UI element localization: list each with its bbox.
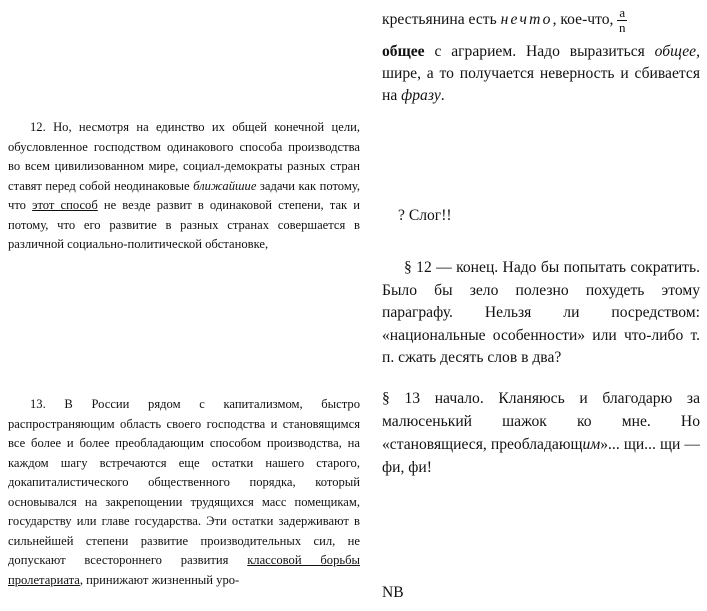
note-section-13-text-end: »... щи... щи — фи, фи! <box>382 436 700 476</box>
note-slog <box>398 205 598 227</box>
note-top-spaced-word: нечто <box>500 11 553 28</box>
note-section-13-italic: им <box>582 436 601 453</box>
note-top-bold-word: общее <box>382 43 425 60</box>
note-slog-text: ? Слог!! <box>398 207 452 224</box>
fraction-denominator: n <box>618 20 626 35</box>
note-top-text-1: крестьянина есть <box>382 11 501 28</box>
note-top-italic-1: общее, <box>654 43 700 60</box>
note-top-text-4: шире, а то получается неверность и сбивается на <box>382 65 700 104</box>
note-top-text-3: с аграрием. Надо выразиться <box>424 43 655 60</box>
note-top-text-5: . <box>440 87 445 104</box>
note-top-text-2: , кое-что, <box>552 11 618 28</box>
note-section-12-text: § 12 — конец. Надо бы попытать сократить. Было бы зело полезно похудеть этому параграфу. Нельзя ли посредством: «национальные особенности» или что-либо т. п. сжать десять слов в два? <box>382 259 700 366</box>
note-nb-text: NB <box>382 584 404 601</box>
paragraph-13 <box>8 395 360 590</box>
p12-italic-word: ближайшие <box>193 178 257 193</box>
p12-underlined-phrase: этот способ <box>32 198 98 212</box>
fraction-numerator: a <box>619 5 626 20</box>
p13-text-start: 13. В России рядом с капитализмом, быстро распространяющим область своего господства и становящимся все более и более преобладающим способом производства, на каждом шагу встречаются еще остатки нашего старого, докапиталистического общественного порядка, который основывался на закрепощении трудящихся масс помещикам, государству или главе государства. Эти остатки задерживают в сильнейшей степени развитие производительных сил, не допускают всестороннего развития <box>8 397 360 567</box>
p12-text-end: не везде развит в одинаковой степени, так и потому, что его развитие в разных странах совершается в различной социально-политической обстановке, <box>8 198 360 251</box>
note-section-13-text-start: § 13 начало. Кланяюсь и благодарю за малюсенький шажок ко мне. Но «становящиеся, преобладающ <box>382 390 700 453</box>
p12-text-start: 12. Но, несмотря на единство их общей конечной цели, обусловленное господством одинакового способа производства во всем цивилизованном мире, социал-демократы разных стран ставят перед собой неодинаковые <box>8 120 360 193</box>
p13-text-end: , принижают жизненный уро- <box>79 572 240 587</box>
note-section-13 <box>382 387 700 479</box>
note-top-italic-2: фразу <box>401 87 441 104</box>
note-top <box>382 6 700 107</box>
note-section-12 <box>382 257 700 370</box>
fraction <box>617 6 627 35</box>
note-nb <box>382 582 442 604</box>
paragraph-12 <box>8 118 360 255</box>
p13-underlined-phrase: классовой борьбы пролетариата <box>8 553 360 587</box>
p12-text-mid: задачи как потому, что <box>8 178 360 212</box>
